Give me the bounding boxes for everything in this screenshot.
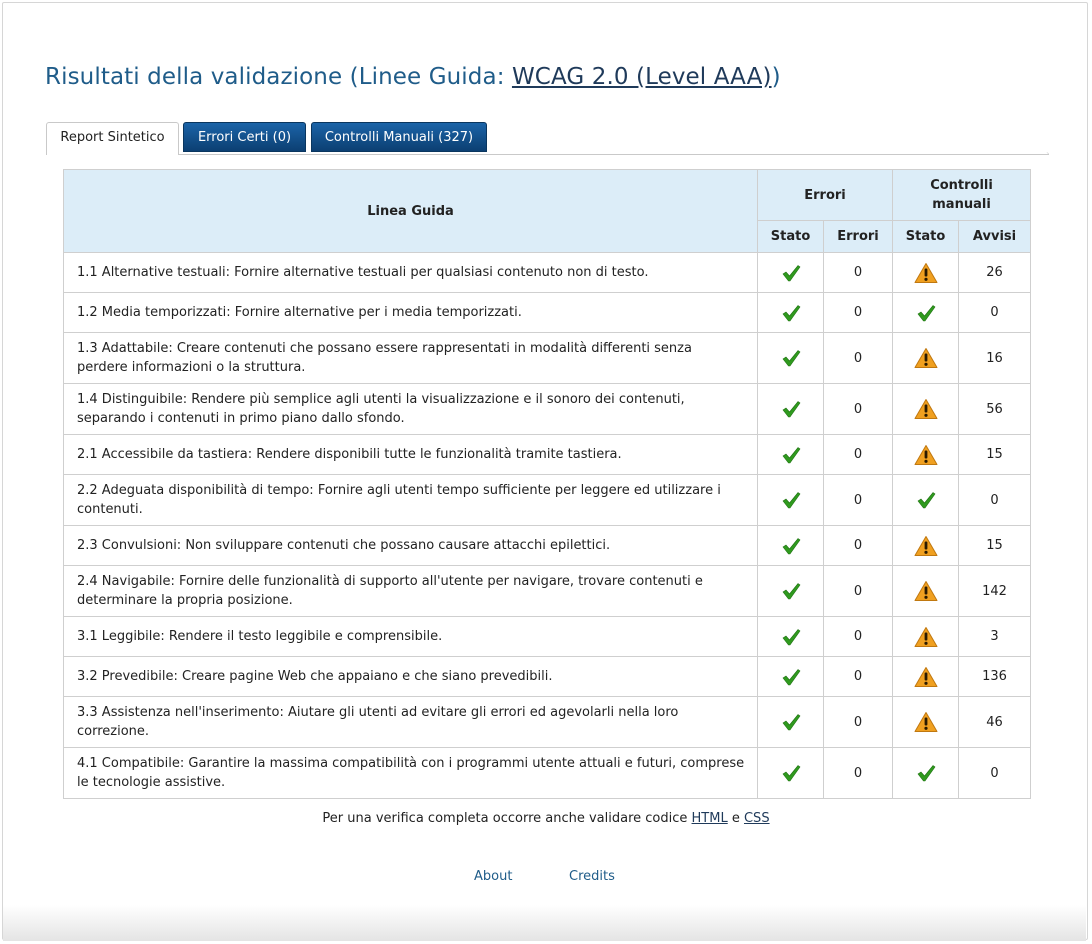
table-row xyxy=(64,333,1031,384)
manual-status-cell xyxy=(893,384,959,435)
manual-status-cell xyxy=(893,657,959,697)
subheader-warnings-count: Avvisi xyxy=(959,221,1031,253)
table-row xyxy=(64,697,1031,748)
warnings-count-cell: 56 xyxy=(959,384,1031,435)
tab-controlli-manuali[interactable]: Controlli Manuali (327) xyxy=(311,122,487,152)
guideline-cell: 2.1 Accessibile da tastiera: Rendere disponibili tutte le funzionalità tramite tastiera. xyxy=(64,435,758,475)
manual-status-cell xyxy=(893,293,959,333)
guideline-cell: 2.2 Adeguata disponibilità di tempo: Fornire agli utenti tempo sufficiente per leggere ed utilizzare i contenuti. xyxy=(64,475,758,526)
guideline-cell: 1.1 Alternative testuali: Fornire alternative testuali per qualsiasi contenuto non di testo. xyxy=(64,253,758,293)
guideline-cell: 3.1 Leggibile: Rendere il testo leggibile e comprensibile. xyxy=(64,617,758,657)
check-icon xyxy=(781,581,801,601)
guidelines-link[interactable]: WCAG 2.0 (Level AAA) xyxy=(511,64,772,90)
errors-count-cell: 0 xyxy=(824,475,893,526)
subheader-error-status: Stato xyxy=(758,221,824,253)
check-icon xyxy=(781,399,801,419)
validation-note xyxy=(0,811,1092,826)
manual-status-cell xyxy=(893,435,959,475)
results-body xyxy=(64,253,1031,799)
manual-status-cell xyxy=(893,748,959,799)
check-icon xyxy=(916,763,936,783)
warnings-count-cell: 3 xyxy=(959,617,1031,657)
warnings-count-cell: 15 xyxy=(959,526,1031,566)
error-status-cell xyxy=(758,617,824,657)
errors-count-cell: 0 xyxy=(824,617,893,657)
warning-icon xyxy=(914,444,938,466)
page-title xyxy=(45,64,781,90)
errors-count-cell: 0 xyxy=(824,253,893,293)
warning-icon xyxy=(914,535,938,557)
title-prefix: Risultati della validazione (Linee Guida: xyxy=(45,64,512,90)
error-status-cell xyxy=(758,384,824,435)
errors-count-cell: 0 xyxy=(824,748,893,799)
warnings-count-cell: 136 xyxy=(959,657,1031,697)
error-status-cell xyxy=(758,293,824,333)
check-icon xyxy=(781,445,801,465)
manual-status-cell xyxy=(893,333,959,384)
results-table xyxy=(63,169,1031,799)
warning-icon xyxy=(914,711,938,733)
header-manual-checks: Controlli manuali xyxy=(893,170,1031,221)
table-row xyxy=(64,617,1031,657)
manual-status-cell xyxy=(893,526,959,566)
warnings-count-cell: 0 xyxy=(959,748,1031,799)
table-row xyxy=(64,526,1031,566)
error-status-cell xyxy=(758,333,824,384)
error-status-cell xyxy=(758,657,824,697)
manual-status-cell xyxy=(893,617,959,657)
error-status-cell xyxy=(758,697,824,748)
errors-count-cell: 0 xyxy=(824,293,893,333)
css-validator-link[interactable]: CSS xyxy=(743,811,770,826)
errors-count-cell: 0 xyxy=(824,566,893,617)
tab-divider xyxy=(179,154,1049,155)
table-row xyxy=(64,293,1031,333)
check-icon xyxy=(781,263,801,283)
errors-count-cell: 0 xyxy=(824,435,893,475)
footer-credits-link[interactable]: Credits xyxy=(569,869,615,884)
manual-status-cell xyxy=(893,475,959,526)
tab-errori-certi[interactable]: Errori Certi (0) xyxy=(183,122,306,152)
warning-icon xyxy=(914,398,938,420)
check-icon xyxy=(916,490,936,510)
table-row xyxy=(64,748,1031,799)
error-status-cell xyxy=(758,748,824,799)
manual-status-cell xyxy=(893,253,959,293)
warning-icon xyxy=(914,666,938,688)
error-status-cell xyxy=(758,526,824,566)
footer-about-link[interactable]: About xyxy=(474,869,513,884)
table-row xyxy=(64,657,1031,697)
check-icon xyxy=(781,712,801,732)
subheader-errors-count: Errori xyxy=(824,221,893,253)
table-row xyxy=(64,384,1031,435)
manual-status-cell xyxy=(893,566,959,617)
error-status-cell xyxy=(758,566,824,617)
warnings-count-cell: 26 xyxy=(959,253,1031,293)
errors-count-cell: 0 xyxy=(824,384,893,435)
check-icon xyxy=(781,303,801,323)
table-row xyxy=(64,566,1031,617)
warnings-count-cell: 0 xyxy=(959,293,1031,333)
guideline-cell: 4.1 Compatibile: Garantire la massima compatibilità con i programmi utente attuali e futuri, comprese le tecnologie assistive. xyxy=(64,748,758,799)
warnings-count-cell: 15 xyxy=(959,435,1031,475)
guideline-cell: 3.2 Prevedibile: Creare pagine Web che appaiano e che siano prevedibili. xyxy=(64,657,758,697)
error-status-cell xyxy=(758,475,824,526)
guideline-cell: 1.4 Distinguibile: Rendere più semplice agli utenti la visualizzazione e il sonoro dei contenuti, separando i contenuti in primo piano dallo sfondo. xyxy=(64,384,758,435)
warning-icon xyxy=(914,262,938,284)
note-text: Per una verifica completa occorre anche validare codice xyxy=(322,811,692,826)
errors-count-cell: 0 xyxy=(824,526,893,566)
warnings-count-cell: 16 xyxy=(959,333,1031,384)
title-suffix: ) xyxy=(771,64,781,90)
warning-icon xyxy=(914,626,938,648)
check-icon xyxy=(781,536,801,556)
check-icon xyxy=(781,348,801,368)
check-icon xyxy=(781,763,801,783)
errors-count-cell: 0 xyxy=(824,657,893,697)
errors-count-cell: 0 xyxy=(824,333,893,384)
check-icon xyxy=(916,303,936,323)
bottom-shade xyxy=(3,905,1086,941)
header-guide: Linea Guida xyxy=(64,170,758,253)
tab-report-sintetico[interactable]: Report Sintetico xyxy=(46,122,179,155)
table-row xyxy=(64,253,1031,293)
subheader-manual-status: Stato xyxy=(893,221,959,253)
guideline-cell: 1.2 Media temporizzati: Fornire alternative per i media temporizzati. xyxy=(64,293,758,333)
table-row xyxy=(64,475,1031,526)
warnings-count-cell: 0 xyxy=(959,475,1031,526)
check-icon xyxy=(781,490,801,510)
header-errors: Errori xyxy=(758,170,893,221)
errors-count-cell: 0 xyxy=(824,697,893,748)
html-validator-link[interactable]: HTML xyxy=(691,811,728,826)
manual-status-cell xyxy=(893,697,959,748)
warnings-count-cell: 142 xyxy=(959,566,1031,617)
table-row xyxy=(64,435,1031,475)
check-icon xyxy=(781,627,801,647)
warning-icon xyxy=(914,347,938,369)
guideline-cell: 2.3 Convulsioni: Non sviluppare contenuti che possano causare attacchi epilettici. xyxy=(64,526,758,566)
error-status-cell xyxy=(758,435,824,475)
error-status-cell xyxy=(758,253,824,293)
guideline-cell: 1.3 Adattabile: Creare contenuti che possano essere rappresentati in modalità differenti senza perdere informazioni o la struttura. xyxy=(64,333,758,384)
note-and: e xyxy=(727,811,744,826)
guideline-cell: 2.4 Navigabile: Fornire delle funzionalità di supporto all'utente per navigare, trovare contenuti e determinare la propria posizione. xyxy=(64,566,758,617)
warning-icon xyxy=(914,580,938,602)
check-icon xyxy=(781,667,801,687)
guideline-cell: 3.3 Assistenza nell'inserimento: Aiutare gli utenti ad evitare gli errori ed agevolarli nella loro correzione. xyxy=(64,697,758,748)
warnings-count-cell: 46 xyxy=(959,697,1031,748)
